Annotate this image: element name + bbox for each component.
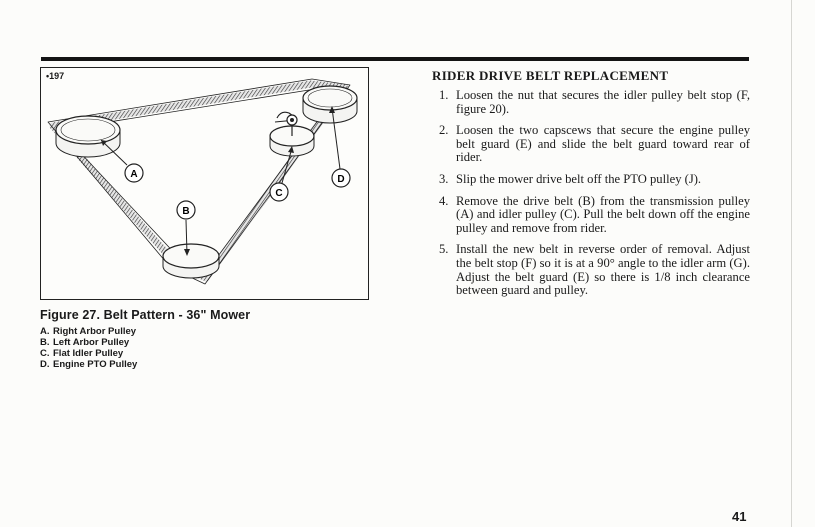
figure-caption-title: Figure 27. Belt Pattern - 36" Mower	[40, 308, 251, 322]
svg-text:B: B	[182, 206, 190, 217]
step-item: 4. Remove the drive belt (B) from the transmission pulley (A) and idler pulley (C). Pull the belt down off the engine pulley and remove from rider.	[439, 193, 750, 235]
step-item: 3. Slip the mower drive belt off the PTO pulley (J).	[439, 171, 702, 186]
svg-text:A: A	[130, 169, 138, 180]
page-edge	[791, 0, 792, 527]
pulley-b	[163, 244, 219, 278]
callout-a	[125, 164, 143, 182]
figure-legend	[40, 326, 370, 370]
legend-item: B. Left Arbor Pulley	[40, 337, 130, 348]
header-rule	[41, 57, 749, 61]
legend-item: D. Engine PTO Pulley	[40, 359, 138, 370]
svg-text:C: C	[275, 188, 283, 199]
pulley-a	[56, 116, 120, 157]
page-number: 41	[732, 509, 747, 524]
legend-item: C. Flat Idler Pulley	[40, 348, 124, 359]
callout-b	[177, 201, 195, 219]
legend-item: A. Right Arbor Pulley	[40, 326, 137, 337]
replacement-steps	[432, 89, 750, 298]
belt-diagram	[40, 67, 369, 300]
step-item: 5. Install the new belt in reverse order of removal. Adjust the belt stop (F) so it is at a 90° angle to the idler arm (G). Adjust the belt guard (E) so there is 1/8 inch clearance between guard and pulley.	[439, 242, 750, 298]
figure-caption	[40, 308, 370, 370]
figure-id-label: •197	[46, 71, 65, 81]
callout-d	[332, 169, 350, 187]
belt-diagram-svg	[41, 68, 368, 299]
pulley-d	[303, 86, 357, 123]
svg-text:D: D	[337, 174, 345, 185]
callout-c	[270, 183, 288, 201]
step-item: 1. Loosen the nut that secures the idler pulley belt stop (F, figure 20).	[439, 88, 750, 116]
belt-replacement-section	[432, 68, 750, 306]
step-item: 2. Loosen the two capscews that secure the engine pulley belt guard (E) and slide the belt guard toward rear of rider.	[439, 123, 750, 165]
section-title: RIDER DRIVE BELT REPLACEMENT	[432, 68, 669, 83]
